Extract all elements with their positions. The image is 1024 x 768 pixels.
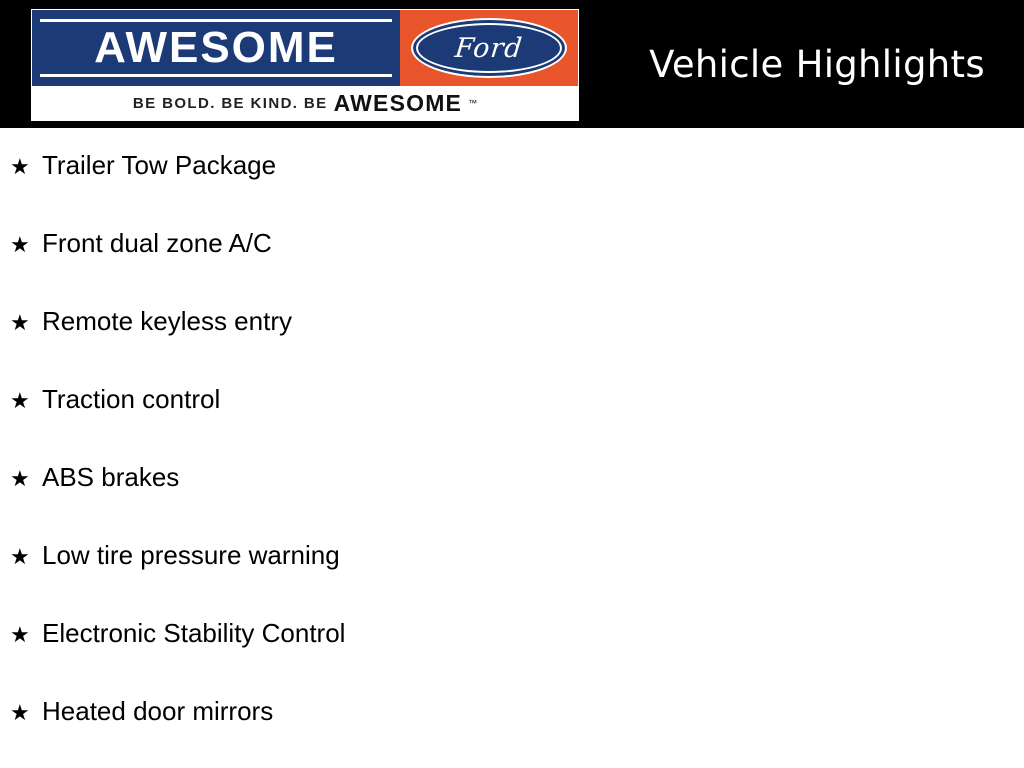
star-icon: ★ — [10, 154, 30, 179]
list-item — [0, 230, 1024, 308]
logo-tagline-row — [32, 86, 578, 120]
list-item — [0, 386, 1024, 464]
star-icon: ★ — [10, 466, 30, 491]
feature-label: Front dual zone A/C — [42, 228, 272, 258]
star-icon: ★ — [10, 622, 30, 647]
list-item — [0, 464, 1024, 542]
feature-label: Remote keyless entry — [42, 306, 292, 336]
list-item — [0, 542, 1024, 620]
ford-oval-icon — [411, 18, 567, 78]
feature-label: Traction control — [42, 384, 221, 414]
dealer-logo — [31, 9, 579, 121]
feature-label: Trailer Tow Package — [42, 150, 277, 180]
feature-label: Low tire pressure warning — [42, 540, 340, 570]
logo-top-row — [32, 10, 578, 86]
star-icon: ★ — [10, 544, 30, 569]
logo-bar-top — [40, 19, 392, 22]
list-item — [0, 152, 1024, 230]
logo-bar-bottom — [40, 74, 392, 77]
logo-tagline-tm: ™ — [468, 98, 478, 108]
star-icon: ★ — [10, 700, 30, 725]
feature-label: ABS brakes — [42, 462, 180, 492]
page-title: Vehicle Highlights — [649, 42, 985, 86]
star-icon: ★ — [10, 388, 30, 413]
logo-awesome-word: AWESOME — [94, 23, 338, 72]
ford-oval-word: Ford — [453, 32, 525, 64]
feature-label: Heated door mirrors — [42, 696, 274, 726]
vehicle-feature-list — [0, 128, 1024, 768]
logo-tagline-brand: AWESOME — [333, 89, 463, 116]
list-item — [0, 698, 1024, 768]
page-content — [0, 128, 1024, 768]
star-icon: ★ — [10, 310, 30, 335]
logo-awesome-panel — [32, 10, 400, 86]
page-header — [0, 0, 1024, 128]
feature-label: Electronic Stability Control — [42, 618, 346, 648]
list-item — [0, 308, 1024, 386]
list-item — [0, 620, 1024, 698]
logo-tagline-prefix: BE BOLD. BE KIND. BE — [132, 94, 328, 112]
star-icon: ★ — [10, 232, 30, 257]
logo-ford-panel — [400, 10, 578, 86]
